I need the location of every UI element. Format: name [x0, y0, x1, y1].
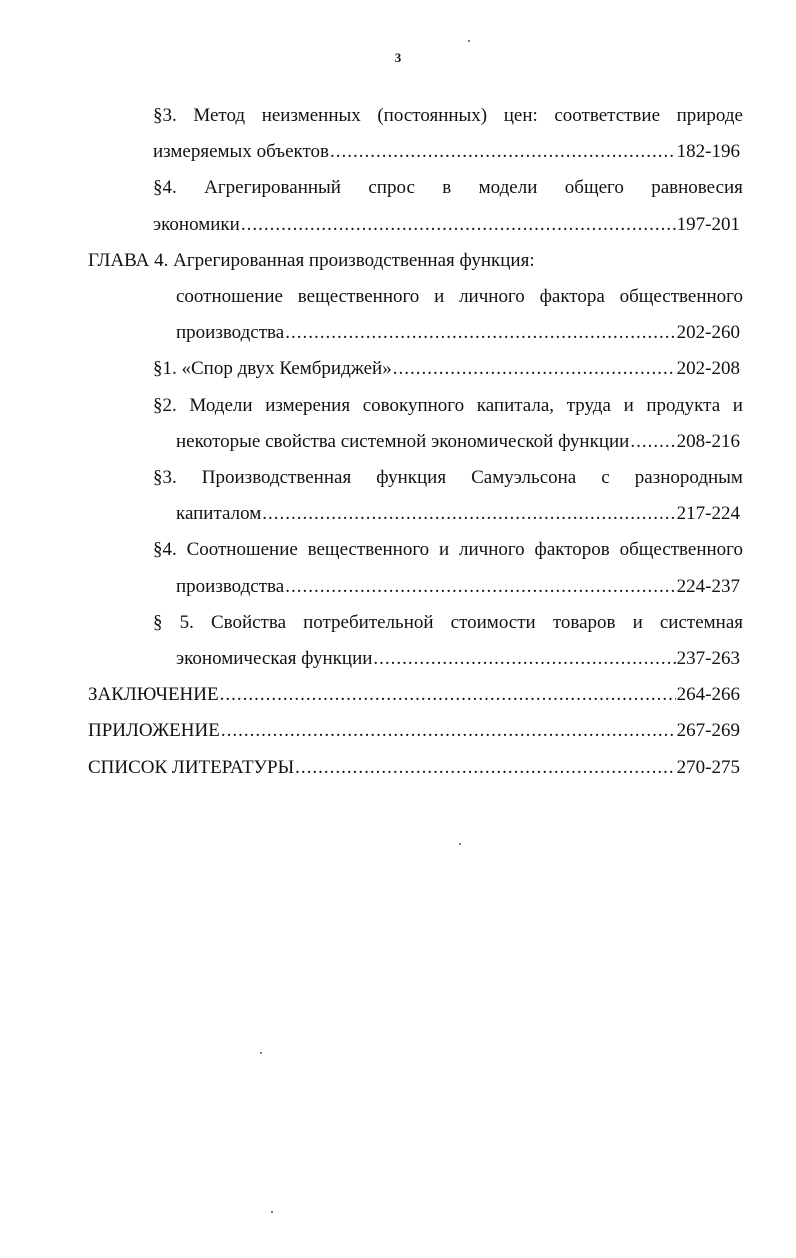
toc-word: Агрегированный — [204, 177, 341, 199]
page-number: 3 — [394, 50, 402, 65]
toc-word: §2. — [153, 394, 177, 416]
toc-page-range: 202-260 — [676, 322, 740, 344]
toc-word: и — [438, 539, 450, 561]
toc-chapter-line3 — [176, 315, 740, 351]
dot-leader — [221, 713, 676, 749]
toc-word: соответствие — [554, 105, 660, 126]
toc-word: соотношение — [176, 286, 283, 308]
toc-entry-c4-s5-line2 — [176, 641, 740, 677]
toc-entry-appendix — [88, 713, 740, 749]
toc-word: природе — [676, 105, 743, 126]
toc-entry-c4-s4-line1 — [153, 532, 743, 568]
toc-word: неизменных — [261, 105, 361, 126]
dot-leader — [330, 134, 676, 170]
toc-entry-conclusion — [88, 677, 740, 713]
toc-entry-c4-s1 — [153, 351, 740, 387]
toc-entry-title: производства — [176, 322, 285, 344]
scan-speck — [459, 843, 461, 845]
toc-word: и — [732, 394, 743, 416]
dot-leader — [373, 641, 675, 677]
toc-page-range: 224-237 — [676, 575, 740, 597]
toc-word: и — [632, 611, 643, 633]
toc-entry-s4-line1 — [153, 170, 743, 206]
toc-page-range: 202-208 — [676, 358, 740, 380]
toc-word: в — [442, 177, 452, 199]
toc-entry-title: §1. «Спор двух Кембриджей» — [153, 358, 392, 380]
toc-entry-title: капиталом — [176, 503, 262, 525]
toc-word: Модели — [189, 394, 253, 416]
toc-entry-c4-s2-line1 — [153, 388, 743, 424]
toc-page-range: 237-263 — [676, 648, 740, 670]
toc-page-range: 182-196 — [676, 141, 740, 163]
toc-word: факторов — [534, 539, 610, 561]
toc-word: Соотношение — [186, 539, 298, 561]
table-of-contents — [0, 98, 796, 786]
dot-leader — [295, 750, 676, 786]
dot-leader — [262, 496, 675, 532]
toc-word: с — [601, 467, 610, 489]
toc-word: системная — [659, 611, 743, 633]
toc-entry-title: производства — [176, 575, 285, 597]
toc-page-range: 267-269 — [676, 720, 740, 742]
toc-word: труда — [566, 394, 611, 416]
toc-word: общественного — [619, 286, 743, 308]
toc-word: капитала, — [476, 394, 555, 416]
toc-word: вещественного — [307, 539, 430, 561]
dot-leader — [220, 677, 676, 713]
toc-word: цен: — [503, 105, 538, 126]
toc-word: спрос — [368, 177, 415, 199]
toc-entry-c4-s4-line2 — [176, 569, 740, 605]
toc-entry-c4-s5-line1 — [153, 605, 743, 641]
toc-entry-title: измеряемых объектов — [153, 141, 330, 163]
toc-chapter-heading: ГЛАВА 4. Агрегированная производственная функция: — [88, 249, 535, 271]
toc-word: §4. — [153, 177, 177, 199]
toc-word: функция — [376, 467, 447, 489]
toc-word: потребительной — [303, 611, 434, 633]
toc-word: вещественного — [297, 286, 420, 308]
dot-leader — [393, 351, 676, 387]
toc-page-range: 270-275 — [676, 756, 740, 778]
toc-entry-c4-s3-line1 — [153, 460, 743, 496]
toc-page-range: 264-266 — [676, 684, 740, 706]
scan-speck — [271, 1211, 273, 1213]
scan-speck — [468, 40, 470, 42]
toc-page-range: 217-224 — [676, 503, 740, 525]
toc-word: равновесия — [651, 177, 743, 199]
toc-word: стоимости — [450, 611, 536, 633]
toc-word: § — [153, 611, 163, 633]
toc-word: §3. — [153, 105, 177, 126]
toc-word: Метод — [193, 105, 246, 126]
toc-word: (постоянных) — [377, 105, 488, 126]
toc-page-range: 197-201 — [676, 213, 740, 235]
toc-entry-bibliography — [88, 750, 740, 786]
toc-entry-c4-s3-line2 — [176, 496, 740, 532]
toc-word: личного — [459, 286, 525, 308]
toc-entry-title: ПРИЛОЖЕНИЕ — [88, 720, 220, 742]
toc-word: общего — [564, 177, 624, 199]
toc-entry-title: ЗАКЛЮЧЕНИЕ — [88, 684, 219, 706]
toc-entry-s3-line2 — [153, 134, 740, 170]
toc-entry-title: экономическая функции — [176, 648, 373, 670]
toc-word: личного — [458, 539, 525, 561]
toc-word: модели — [478, 177, 538, 199]
toc-word: и — [623, 394, 634, 416]
toc-word: общественного — [619, 539, 743, 561]
dot-leader — [630, 424, 675, 460]
toc-word: Свойства — [210, 611, 287, 633]
toc-entry-s3-line1 — [153, 98, 743, 134]
toc-entry-title: СПИСОК ЛИТЕРАТУРЫ — [88, 756, 295, 778]
dot-leader — [241, 207, 676, 243]
toc-word: фактора — [539, 286, 605, 308]
toc-word: Самуэльсона — [471, 467, 577, 489]
toc-entry-title: некоторые свойства системной экономической функции — [176, 430, 630, 452]
toc-word: §4. — [153, 539, 177, 561]
toc-word: Производственная — [201, 467, 352, 489]
toc-entry-title: экономики — [153, 213, 240, 235]
toc-word: измерения — [265, 394, 351, 416]
toc-word: разнородным — [634, 467, 743, 489]
toc-word: §3. — [153, 467, 177, 489]
toc-word: 5. — [179, 611, 194, 633]
dot-leader — [285, 569, 675, 605]
toc-chapter-line2 — [176, 279, 743, 315]
toc-word: совокупного — [362, 394, 465, 416]
toc-word: продукта — [646, 394, 721, 416]
scan-speck — [260, 1052, 262, 1054]
toc-entry-c4-s2-line2 — [176, 424, 740, 460]
toc-page-range: 208-216 — [676, 430, 740, 452]
toc-entry-s4-line2 — [153, 207, 740, 243]
dot-leader — [285, 315, 675, 351]
toc-word: товаров — [552, 611, 616, 633]
toc-word: и — [434, 286, 445, 308]
